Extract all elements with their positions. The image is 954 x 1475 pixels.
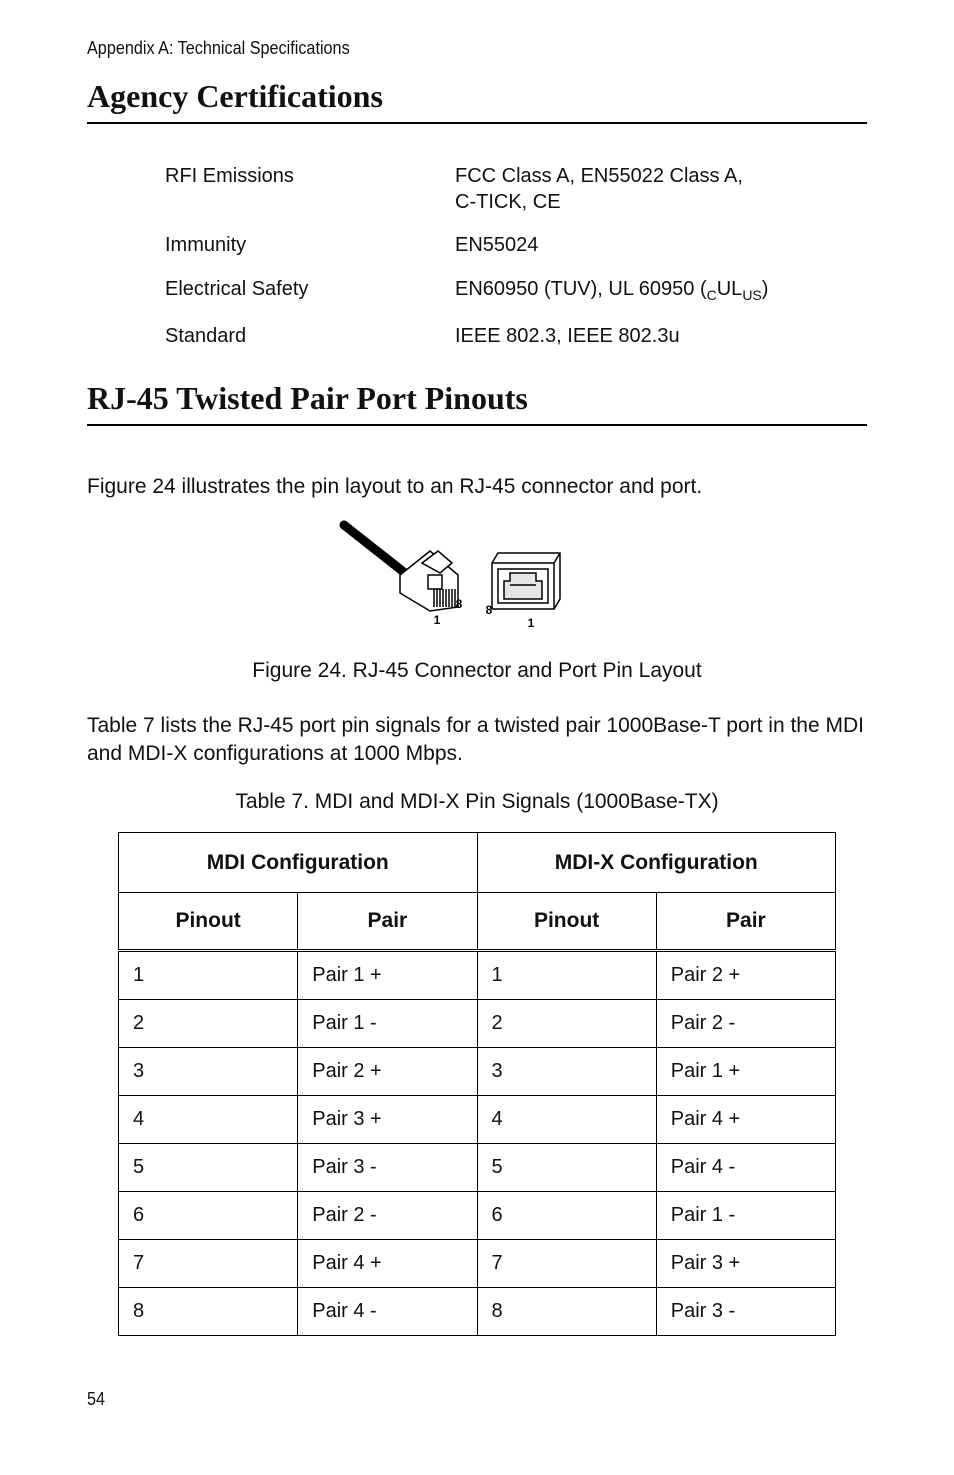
section-rule <box>87 424 867 426</box>
table-cell: Pair 1 - <box>656 1192 835 1240</box>
table-row <box>119 1048 836 1096</box>
table-cell: 6 <box>477 1192 656 1240</box>
section-title-rj45: RJ-45 Twisted Pair Port Pinouts <box>87 380 528 416</box>
table-caption: Table 7. MDI and MDI-X Pin Signals (1000Base-TX) <box>235 790 719 813</box>
group-header-mdix: MDI-X Configuration <box>477 833 836 893</box>
table-row <box>119 1288 836 1336</box>
table-row <box>119 951 836 1000</box>
column-header: Pair <box>656 893 835 951</box>
plug-pin-left-label: 1 <box>433 613 441 627</box>
section-title-agency: Agency Certifications <box>87 78 383 114</box>
table-row <box>119 1000 836 1048</box>
column-header: Pair <box>298 893 477 951</box>
table-cell: 7 <box>119 1240 298 1288</box>
table-cell: 8 <box>477 1288 656 1336</box>
spec-value: FCC Class A, EN55022 Class A, C-TICK, CE <box>455 165 743 213</box>
table-cell: 5 <box>477 1144 656 1192</box>
pin-signals-table <box>118 832 836 1336</box>
column-header: Pinout <box>119 893 298 951</box>
rj45-port <box>492 553 560 609</box>
figure-caption: Figure 24. RJ-45 Connector and Port Pin Layout <box>252 659 702 682</box>
plug-pin-right-label: 8 <box>455 597 463 611</box>
spec-value: EN55024 <box>455 234 539 256</box>
table-cell: Pair 2 + <box>656 951 835 1000</box>
rj45-plug <box>400 551 458 611</box>
cable-line <box>344 525 410 577</box>
table-cell: Pair 1 - <box>298 1000 477 1048</box>
table-cell: 3 <box>119 1048 298 1096</box>
spec-label: Standard <box>165 325 247 347</box>
table-cell: Pair 4 - <box>656 1144 835 1192</box>
table-row <box>119 1192 836 1240</box>
table-cell: Pair 4 + <box>656 1096 835 1144</box>
table-cell: 4 <box>477 1096 656 1144</box>
table-group-header-row <box>119 833 836 893</box>
table-cell: Pair 3 + <box>298 1096 477 1144</box>
port-pin-left-label: 8 <box>485 603 493 617</box>
table-row <box>119 1144 836 1192</box>
table-row <box>119 1240 836 1288</box>
table-cell: Pair 2 - <box>298 1192 477 1240</box>
table-cell: Pair 4 + <box>298 1240 477 1288</box>
page-number: 54 <box>87 1389 106 1409</box>
table-intro-paragraph: Table 7 lists the RJ-45 port pin signals for a twisted pair 1000Base-T port in the MDI and MDI-X configurations at 1000 Mbps. <box>87 714 864 765</box>
table-cell: Pair 3 - <box>656 1288 835 1336</box>
table-cell: Pair 3 + <box>656 1240 835 1288</box>
table-cell: 1 <box>119 951 298 1000</box>
spec-label: RFI Emissions <box>165 165 294 187</box>
spec-label: Electrical Safety <box>165 278 309 300</box>
table-cell: 7 <box>477 1240 656 1288</box>
table-cell: 1 <box>477 951 656 1000</box>
intro-paragraph: Figure 24 illustrates the pin layout to an RJ-45 connector and port. <box>87 475 703 498</box>
table-cell: Pair 4 - <box>298 1288 477 1336</box>
spec-label: Immunity <box>165 234 247 256</box>
table-cell: Pair 1 + <box>656 1048 835 1096</box>
running-head: Appendix A: Technical Specifications <box>87 38 350 58</box>
spec-value: EN60950 (TUV), UL 60950 $(_CUL_{US})$ <box>455 278 769 303</box>
table-cell: 3 <box>477 1048 656 1096</box>
table-cell: 8 <box>119 1288 298 1336</box>
table-cell: Pair 2 + <box>298 1048 477 1096</box>
table-cell: Pair 3 - <box>298 1144 477 1192</box>
section-rule <box>87 122 867 124</box>
spec-value: IEEE 802.3, IEEE 802.3u <box>455 325 680 347</box>
table-cell: 2 <box>477 1000 656 1048</box>
table-cell: Pair 2 - <box>656 1000 835 1048</box>
table-column-header-row <box>119 893 836 951</box>
table-cell: 6 <box>119 1192 298 1240</box>
group-header-mdi: MDI Configuration <box>119 833 478 893</box>
rj45-figure <box>330 515 580 635</box>
table-row <box>119 1096 836 1144</box>
column-header: Pinout <box>477 893 656 951</box>
table-cell: 2 <box>119 1000 298 1048</box>
table-cell: Pair 1 + <box>298 951 477 1000</box>
table-cell: 4 <box>119 1096 298 1144</box>
table-cell: 5 <box>119 1144 298 1192</box>
port-pin-right-label: 1 <box>527 616 535 630</box>
